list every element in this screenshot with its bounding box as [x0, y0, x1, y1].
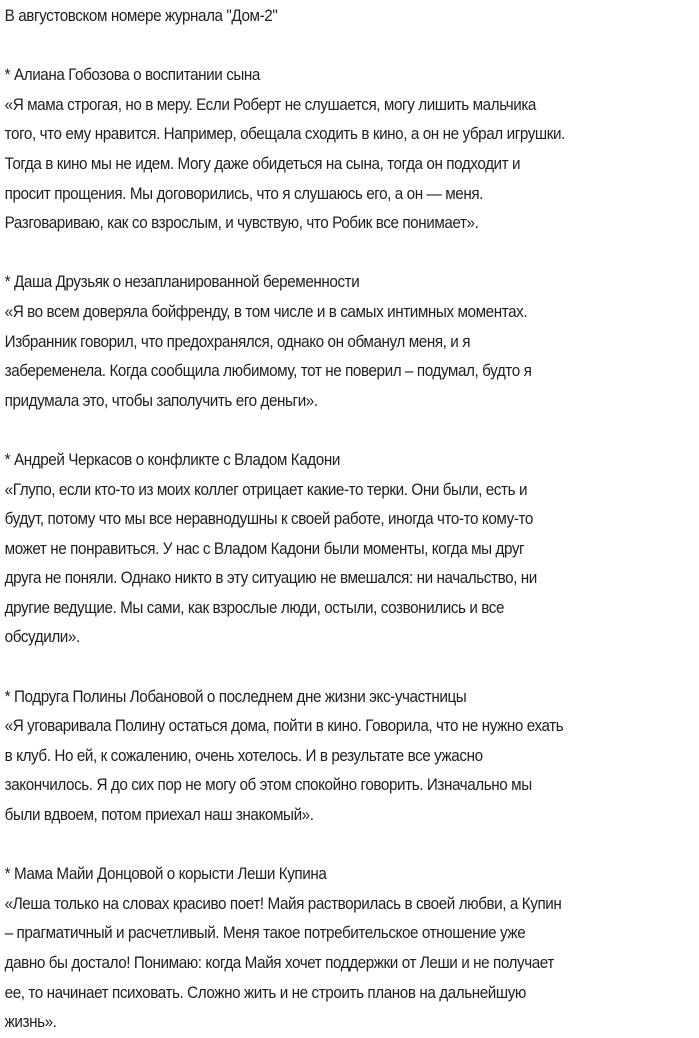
section-heading: * Мама Майи Донцовой о корысти Леши Купина — [4, 865, 327, 884]
quote-line: может не понравиться. У нас с Владом Кадони были моменты, когда мы друг — [4, 539, 525, 558]
quote-section-druzyak — [5, 268, 693, 416]
quote-line: обсудили». — [4, 628, 80, 647]
quote-section-dontsova-mother — [5, 860, 693, 1038]
quote-line: «Глупо, если кто-то из моих коллег отрицает какие-то терки. Они были, есть и — [4, 480, 528, 499]
intro-line: В августовском номере журнала "Дом-2" — [4, 7, 278, 25]
quote-section-gobozova — [5, 61, 693, 239]
quote-line: «Леша только на словах красиво поет! Майя растворилась в своей любви, а Купин — [4, 894, 562, 913]
quote-line: закончилось. Я до сих пор не могу об этом спокойно говорить. Изначально мы — [4, 776, 532, 795]
quote-section-lobanova-friend — [5, 683, 693, 831]
section-heading: * Даша Друзьяк о незапланированной беременности — [4, 273, 360, 292]
quote-line: «Я мама строгая, но в меру. Если Роберт не слушается, могу лишить мальчика — [4, 95, 536, 114]
quote-line: просит прощения. Мы договорились, что я слушаюсь его, а он — меня. — [4, 184, 483, 203]
quote-line: «Я уговаривала Полину остаться дома, пойти в кино. Говорила, что не нужно ехать — [4, 717, 564, 736]
quote-line: Тогда в кино мы не идем. Могу даже обидеться на сына, тогда он подходит и — [4, 154, 521, 173]
spacer — [5, 653, 693, 683]
quote-line: другие ведущие. Мы сами, как взрослые люди, остыли, созвонились и все — [4, 598, 505, 617]
spacer — [5, 831, 693, 861]
quote-line: жизнь». — [4, 1013, 57, 1032]
quote-line: Избранник говорил, что предохранялся, однако он обманул меня, и я — [4, 332, 471, 351]
quote-line: были вдвоем, потом приехал наш знакомый». — [4, 806, 314, 825]
quote-line: давно бы достало! Понимаю: когда Майя хочет поддержки от Леши и не получает — [4, 954, 554, 972]
quote-line: Разговариваю, как со взрослым, и чувствую, что Робик все понимает». — [4, 214, 479, 233]
section-heading: * Андрей Черкасов о конфликте с Владом Кадони — [4, 450, 340, 469]
quote-line: забеременела. Когда сообщила любимому, тот не поверил – подумал, будто я — [4, 362, 532, 381]
quote-line: будут, потому что мы все неравнодушны к своей работе, иногда что-то кому-то — [4, 510, 533, 529]
spacer — [5, 32, 693, 62]
quote-line: – прагматичный и расчетливый. Меня такое потребительское отношение уже — [4, 924, 526, 943]
section-heading: * Алиана Гобозова о воспитании сына — [4, 66, 260, 85]
section-heading: * Подруга Полины Лобановой о последнем дне жизни экс-участницы — [4, 687, 467, 706]
quote-section-cherkasov — [5, 446, 693, 653]
quote-line: придумала это, чтобы заполучить его деньги». — [4, 391, 318, 410]
quote-line: «Я во всем доверяла бойфренду, в том числе и в самых интимных моментах. — [4, 302, 528, 321]
quote-line: того, что ему нравится. Например, обещала сходить в кино, а он не убрал игрушки. — [4, 125, 565, 144]
quote-line: друга не поняли. Однако никто в эту ситуацию не вмешался: ни начальство, ни — [4, 569, 537, 588]
quote-line: ее, то начинает психовать. Сложно жить и не строить планов на дальнейшую — [4, 983, 526, 1002]
spacer — [5, 239, 693, 269]
spacer — [5, 416, 693, 446]
quote-line: в клуб. Но ей, к сожалению, очень хотелось. И в результате все ужасно — [4, 746, 483, 765]
